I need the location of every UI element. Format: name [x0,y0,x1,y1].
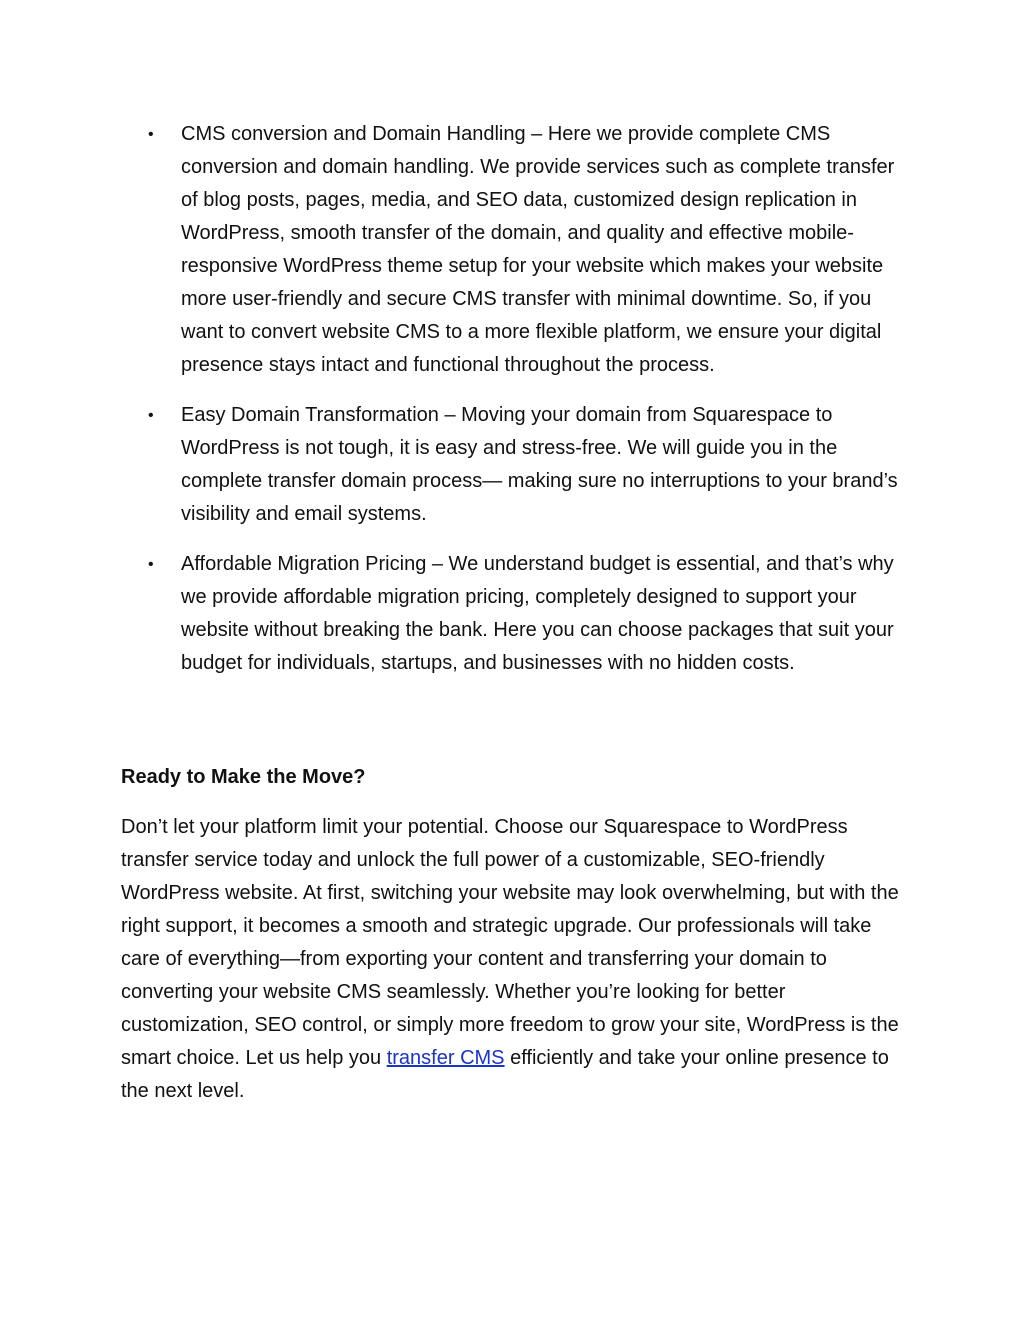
bullet-item-domain-transformation [120,399,910,531]
section-heading: Ready to Make the Move? [121,766,366,788]
closing-paragraph [121,811,911,1108]
bullet-item-migration-pricing [120,548,910,680]
bullet-text: Affordable Migration Pricing – We understand budget is essential, and that’s why we provide affordable migration pricing, completely designed to support your website without breaking the bank. Here you can choose packages that suit your budget for individuals, startups, and businesses with no hidden costs. [181,553,894,674]
transfer-cms-link[interactable]: transfer CMS [386,1047,505,1069]
bullet-dot-icon: • [148,556,154,573]
bullet-dot-icon: • [148,407,154,424]
bullet-item-cms-conversion [120,118,910,382]
paragraph-text-end: efficiently and take your online presence to the next level. [121,1047,889,1102]
bullet-text: Easy Domain Transformation – Moving your domain from Squarespace to WordPress is not tough, it is easy and stress-free. We will guide you in the complete transfer domain process— making sure no interruptions to your brand’s visibility and email systems. [181,404,898,525]
paragraph-text: Don’t let your platform limit your potential. Choose our Squarespace to WordPress transfer service today and unlock the full power of a customizable, SEO-friendly WordPress website. At first, switching your website may look overwhelming, but with the right support, it becomes a smooth and strategic upgrade. Our professionals will take care of everything—from exporting your content and transferring your domain to converting your website CMS seamlessly. Whether you’re looking for better customization, SEO control, or simply more freedom to grow your site, WordPress is the smart choice. Let us help you [121,816,899,1069]
bullet-text: CMS conversion and Domain Handling – Here we provide complete CMS conversion and domain handling. We provide services such as complete transfer of blog posts, pages, media, and SEO data, customized design replication in WordPress, smooth transfer of the domain, and quality and effective mobile-responsive WordPress theme setup for your website which makes your website more user-friendly and secure CMS transfer with minimal downtime. So, if you want to convert website CMS to a more flexible platform, we ensure your digital presence stays intact and functional throughout the process. [181,123,895,376]
services-bullet-list [120,118,910,697]
bullet-dot-icon: • [148,126,154,143]
